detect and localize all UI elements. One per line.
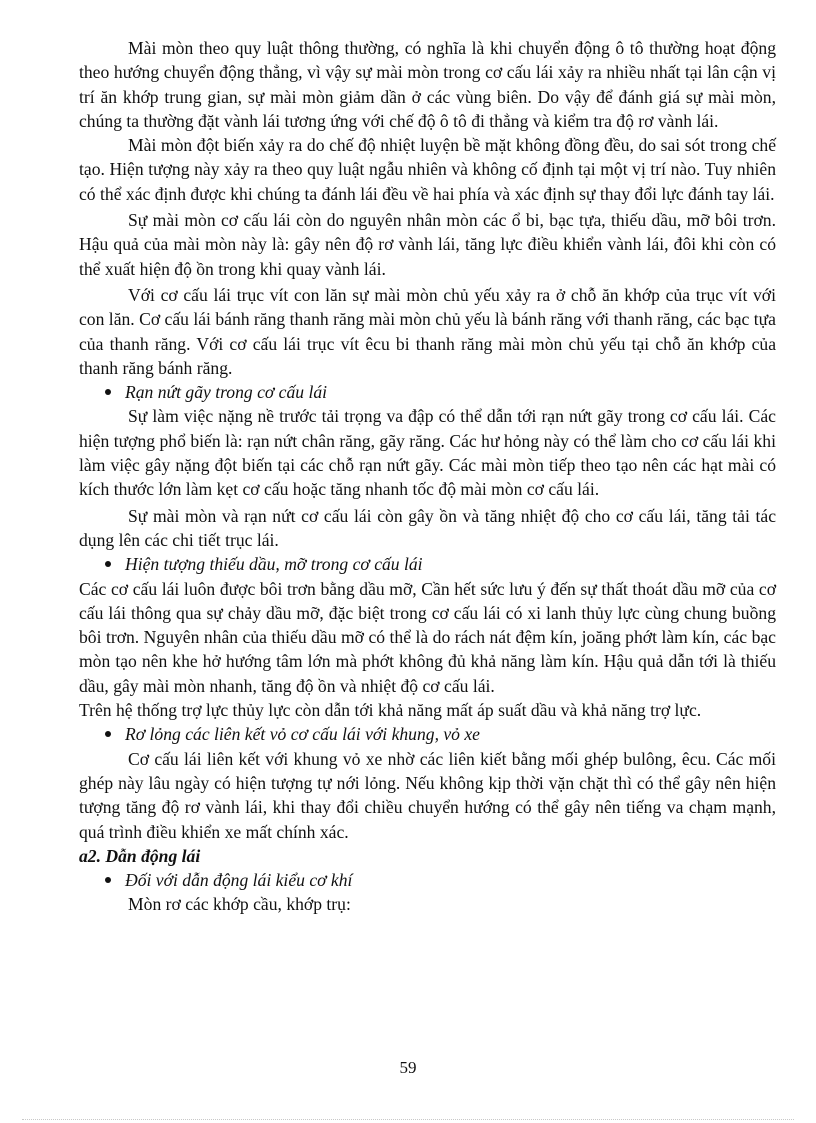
bullet-dot-icon: [105, 561, 111, 567]
paragraph-wear-bearings: Sự mài mòn cơ cấu lái còn do nguyên nhân mòn các ổ bi, bạc tựa, thiếu dầu, mỡ bôi trơn. Hậu quả của mài mòn này là: gây nên độ rơ vành lái, tăng lực điều khiển vành lái, đôi khi còn có thể xuất hiện độ ồn trong khi quay vành lái.: [79, 210, 776, 279]
bullet-dot-icon: [105, 389, 111, 395]
paragraph-wear-sudden: Mài mòn đột biến xảy ra do chế độ nhiệt luyện bề mặt không đồng đều, do sai sót trong chế tạo. Hiện tượng này xảy ra theo quy luật ngẫu nhiên và không cố định tại một vị trí nào. Tuy nhiên có thể xác định được khi chúng ta đánh lái đều về hai phía và xác định sự thay đổi lực đánh tay lái.: [79, 135, 776, 204]
bullet-item-loose-mounts: [79, 722, 776, 746]
bullet-text: Đối với dẫn động lái kiểu cơ khí: [125, 870, 353, 891]
document-page: [79, 36, 776, 917]
paragraph-power-steering: Trên hệ thống trợ lực thủy lực còn dẫn tới khả năng mất áp suất dầu và khả năng trợ lực.: [79, 700, 702, 721]
bullet-dot-icon: [105, 731, 111, 737]
section-heading: a2. Dẫn động lái: [79, 845, 201, 866]
footer-divider: [22, 1119, 794, 1120]
paragraph-lubrication: Các cơ cấu lái luôn được bôi trơn bằng dầu mỡ, Cần hết sức lưu ý đến sự thất thoát dầu mỡ của cơ cấu lái thông qua sự chảy dầu mỡ, đặc biệt trong cơ cấu lái có xi lanh thủy lực cùng chung buồng bôi trơn. Nguyên nhân của thiếu dầu mỡ có thể là do rách nát đệm kín, joăng phớt làm kín, các bạc mòn tạo nên khe hở hướng tâm lớn mà phớt không đủ khả năng làm kín. Hậu quả dẫn tới là thiếu dầu, gây mài mòn nhanh, tăng độ ồn và nhiệt độ cơ cấu lái.: [79, 578, 776, 696]
bullet-item-lubrication: [79, 552, 776, 576]
page-number: 59: [399, 1058, 417, 1077]
bullet-text: Rạn nứt gãy trong cơ cấu lái: [125, 382, 328, 403]
paragraph-cracks-noise: Sự mài mòn và rạn nứt cơ cấu lái còn gây ồn và tăng nhiệt độ cho cơ cấu lái, tăng tải tác dụng lên các chi tiết trục lái.: [79, 505, 776, 550]
paragraph-cracks: Sự làm việc nặng nề trước tải trọng va đập có thể dẫn tới rạn nứt gãy trong cơ cấu lái. Các hiện tượng phổ biến là: rạn nứt chân răng, gãy răng. Các hư hỏng này có thể làm cho cơ cấu lái khi làm việc gây nặng đột biến tại các chỗ rạn nứt gãy. Các mài mòn tiếp theo tạo nên các hạt mài có kích thước lớn làm kẹt cơ cấu hoặc tăng nhanh tốc độ mài mòn cơ cấu lái.: [79, 406, 776, 500]
paragraph-wear-normal: Mài mòn theo quy luật thông thường, có nghĩa là khi chuyển động ô tô thường hoạt động theo hướng chuyển động thẳng, vì vậy sự mài mòn trong cơ cấu lái xảy ra nhiều nhất tại lân cận vị trí ăn khớp trung gian, sự mài mòn giảm dần ở các vùng biên. Do vậy để đánh giá sự mài mòn, chúng ta thường đặt vành lái tương ứng với chế độ ô tô đi thẳng và kiểm tra độ rơ vành lái.: [79, 38, 776, 131]
paragraph-loose-mounts: Cơ cấu lái liên kết với khung vỏ xe nhờ các liên kiết bằng mối ghép bulông, êcu. Các mối ghép này lâu ngày có hiện tượng tự nới lỏng. Nếu không kịp thời vặn chặt thì có thể gây nên hiện tượng tăng độ rơ vành lái, khi thay đổi chiều chuyển hướng có thể gây nên tiếng va chạm mạnh, quá trình điều khiển xe mất chính xác.: [79, 748, 776, 842]
bullet-text: Rơ lỏng các liên kết vỏ cơ cấu lái với khung, vỏ xe: [125, 724, 480, 745]
bullet-item-cracks: [79, 380, 776, 404]
paragraph-wear-types: Với cơ cấu lái trục vít con lăn sự mài mòn chủ yếu xảy ra ở chỗ ăn khớp của trục vít với con lăn. Cơ cấu lái bánh răng thanh răng mài mòn chủ yếu là bánh răng với thanh răng, các bạc tựa của thanh răng. Với cơ cấu lái trục vít êcu bi thanh răng mài mòn chủ yếu tại chỗ ăn khớp của thanh răng bánh răng.: [79, 284, 776, 378]
bullet-text: Hiện tượng thiếu dầu, mỡ trong cơ cấu lái: [125, 554, 423, 575]
bullet-item-mechanical-linkage: [79, 868, 776, 892]
bullet-dot-icon: [105, 877, 111, 883]
paragraph-ball-joints: Mòn rơ các khớp cầu, khớp trụ:: [128, 894, 351, 915]
